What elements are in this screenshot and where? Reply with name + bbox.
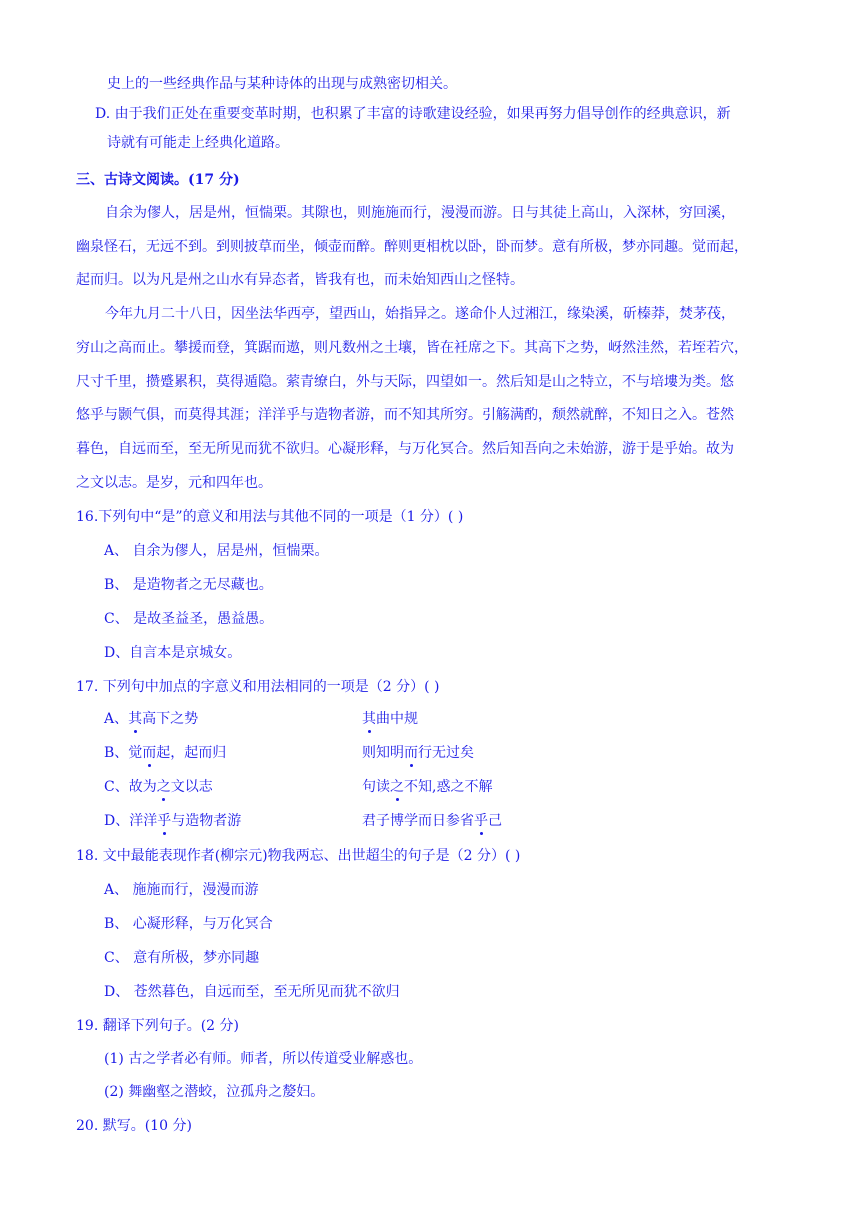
question-17-row-b-right: 则知明而行无过矣 xyxy=(362,745,474,761)
question-16-option-b: B、 是造物者之无尽藏也。 xyxy=(104,577,273,593)
passage-p2-line-2: 穷山之高而止。攀援而登，箕踞而遨，则凡数州之土壤，皆在衽席之下。其高下之势，岈然洼然，若垤若穴， xyxy=(76,340,748,356)
question-18-option-a: A、 施施而行，漫漫而游 xyxy=(104,882,259,898)
question-16-option-a: A、 自余为僇人，居是州，恒惴栗。 xyxy=(104,543,329,559)
question-19-stem: 19. 翻译下列句子。(2 分) xyxy=(76,1018,239,1034)
passage-p1-line-1: 自余为僇人，居是州，恒惴栗。其隙也，则施施而行，漫漫而游。日与其徒上高山，入深林，穷回溪， xyxy=(105,205,735,221)
option-d-line-1: D. 由于我们正处在重要变革时期，也积累了丰富的诗歌建设经验，如果再努力倡导创作的经典意识，新 xyxy=(95,106,731,122)
dotted-character: 之 xyxy=(390,779,404,795)
question-16-stem: 16.下列句中“是”的意义和用法与其他不同的一项是（1 分）( ) xyxy=(76,509,464,525)
passage-p2-line-4: 悠乎与颢气俱，而莫得其涯；洋洋乎与造物者游，而不知其所穷。引觞满酌，颓然就醉，不知日之入。苍然 xyxy=(76,407,734,423)
dotted-character: 而 xyxy=(142,745,157,761)
dotted-character: 而 xyxy=(404,745,418,761)
passage-p1-line-2: 幽泉怪石，无远不到。到则披草而坐，倾壶而醉。醉则更相枕以卧，卧而梦。意有所极，梦亦同趣。觉而起， xyxy=(76,239,748,255)
passage-p2-line-5: 暮色，自远而至，至无所见而犹不欲归。心凝形释，与万化冥合。然后知吾向之未始游，游于是乎始。故为 xyxy=(76,441,734,457)
question-16-option-d: D、自言本是京城女。 xyxy=(104,645,242,661)
dotted-character: 其 xyxy=(362,711,376,727)
question-18-stem: 18. 文中最能表现作者(柳宗元)物我两忘、出世超尘的句子是（2 分）( ) xyxy=(76,848,521,864)
passage-p1-line-3: 起而归。以为凡是州之山水有异态者，皆我有也，而未始知西山之怪特。 xyxy=(76,272,524,288)
question-17-row-a-left: A、其高下之势 xyxy=(104,711,199,727)
option-c-continuation: 史上的一些经典作品与某种诗体的出现与成熟密切相关。 xyxy=(107,76,457,92)
question-17-row-d-right: 君子博学而日参省乎己 xyxy=(362,813,502,829)
passage-p2-line-6: 之文以志。是岁，元和四年也。 xyxy=(76,475,272,491)
dotted-character: 其 xyxy=(128,711,143,727)
question-17-row-d-left: D、洋洋乎与造物者游 xyxy=(104,813,242,829)
question-18-option-d: D、 苍然暮色，自远而至，至无所见而犹不欲归 xyxy=(104,984,400,1000)
question-18-option-c: C、 意有所极，梦亦同趣 xyxy=(104,950,260,966)
question-16-option-c: C、 是故圣益圣，愚益愚。 xyxy=(104,611,274,627)
option-d-line-2: 诗就有可能走上经典化道路。 xyxy=(107,135,289,151)
question-17-row-c-left: C、故为之文以志 xyxy=(104,779,213,795)
question-19-sentence-2: (2) 舞幽壑之潜蛟，泣孤舟之嫠妇。 xyxy=(104,1084,325,1100)
dotted-character: 乎 xyxy=(474,813,488,829)
question-20-stem: 20. 默写。(10 分) xyxy=(76,1118,192,1134)
question-17-stem: 17. 下列句中加点的字意义和用法相同的一项是（2 分）( ) xyxy=(76,679,440,695)
question-17-row-b-left: B、觉而起，起而归 xyxy=(104,745,227,761)
dotted-character: 乎 xyxy=(157,813,172,829)
passage-p2-line-3: 尺寸千里，攒蹙累积，莫得遁隐。萦青缭白，外与天际，四望如一。然后知是山之特立，不与培塿为类。悠 xyxy=(76,374,734,390)
question-17-row-c-right: 句读之不知,惑之不解 xyxy=(362,779,493,795)
passage-p2-line-1: 今年九月二十八日，因坐法华西亭，望西山，始指异之。遂命仆人过湘江，缘染溪，斫榛莽，焚茅茷， xyxy=(105,306,735,322)
dotted-character: 之 xyxy=(156,779,171,795)
section-heading: 三、古诗文阅读。(17 分) xyxy=(76,172,240,188)
question-19-sentence-1: (1) 古之学者必有师。师者，所以传道受业解惑也。 xyxy=(104,1051,423,1067)
question-18-option-b: B、 心凝形释，与万化冥合 xyxy=(104,916,273,932)
question-17-row-a-right: 其曲中规 xyxy=(362,711,418,727)
